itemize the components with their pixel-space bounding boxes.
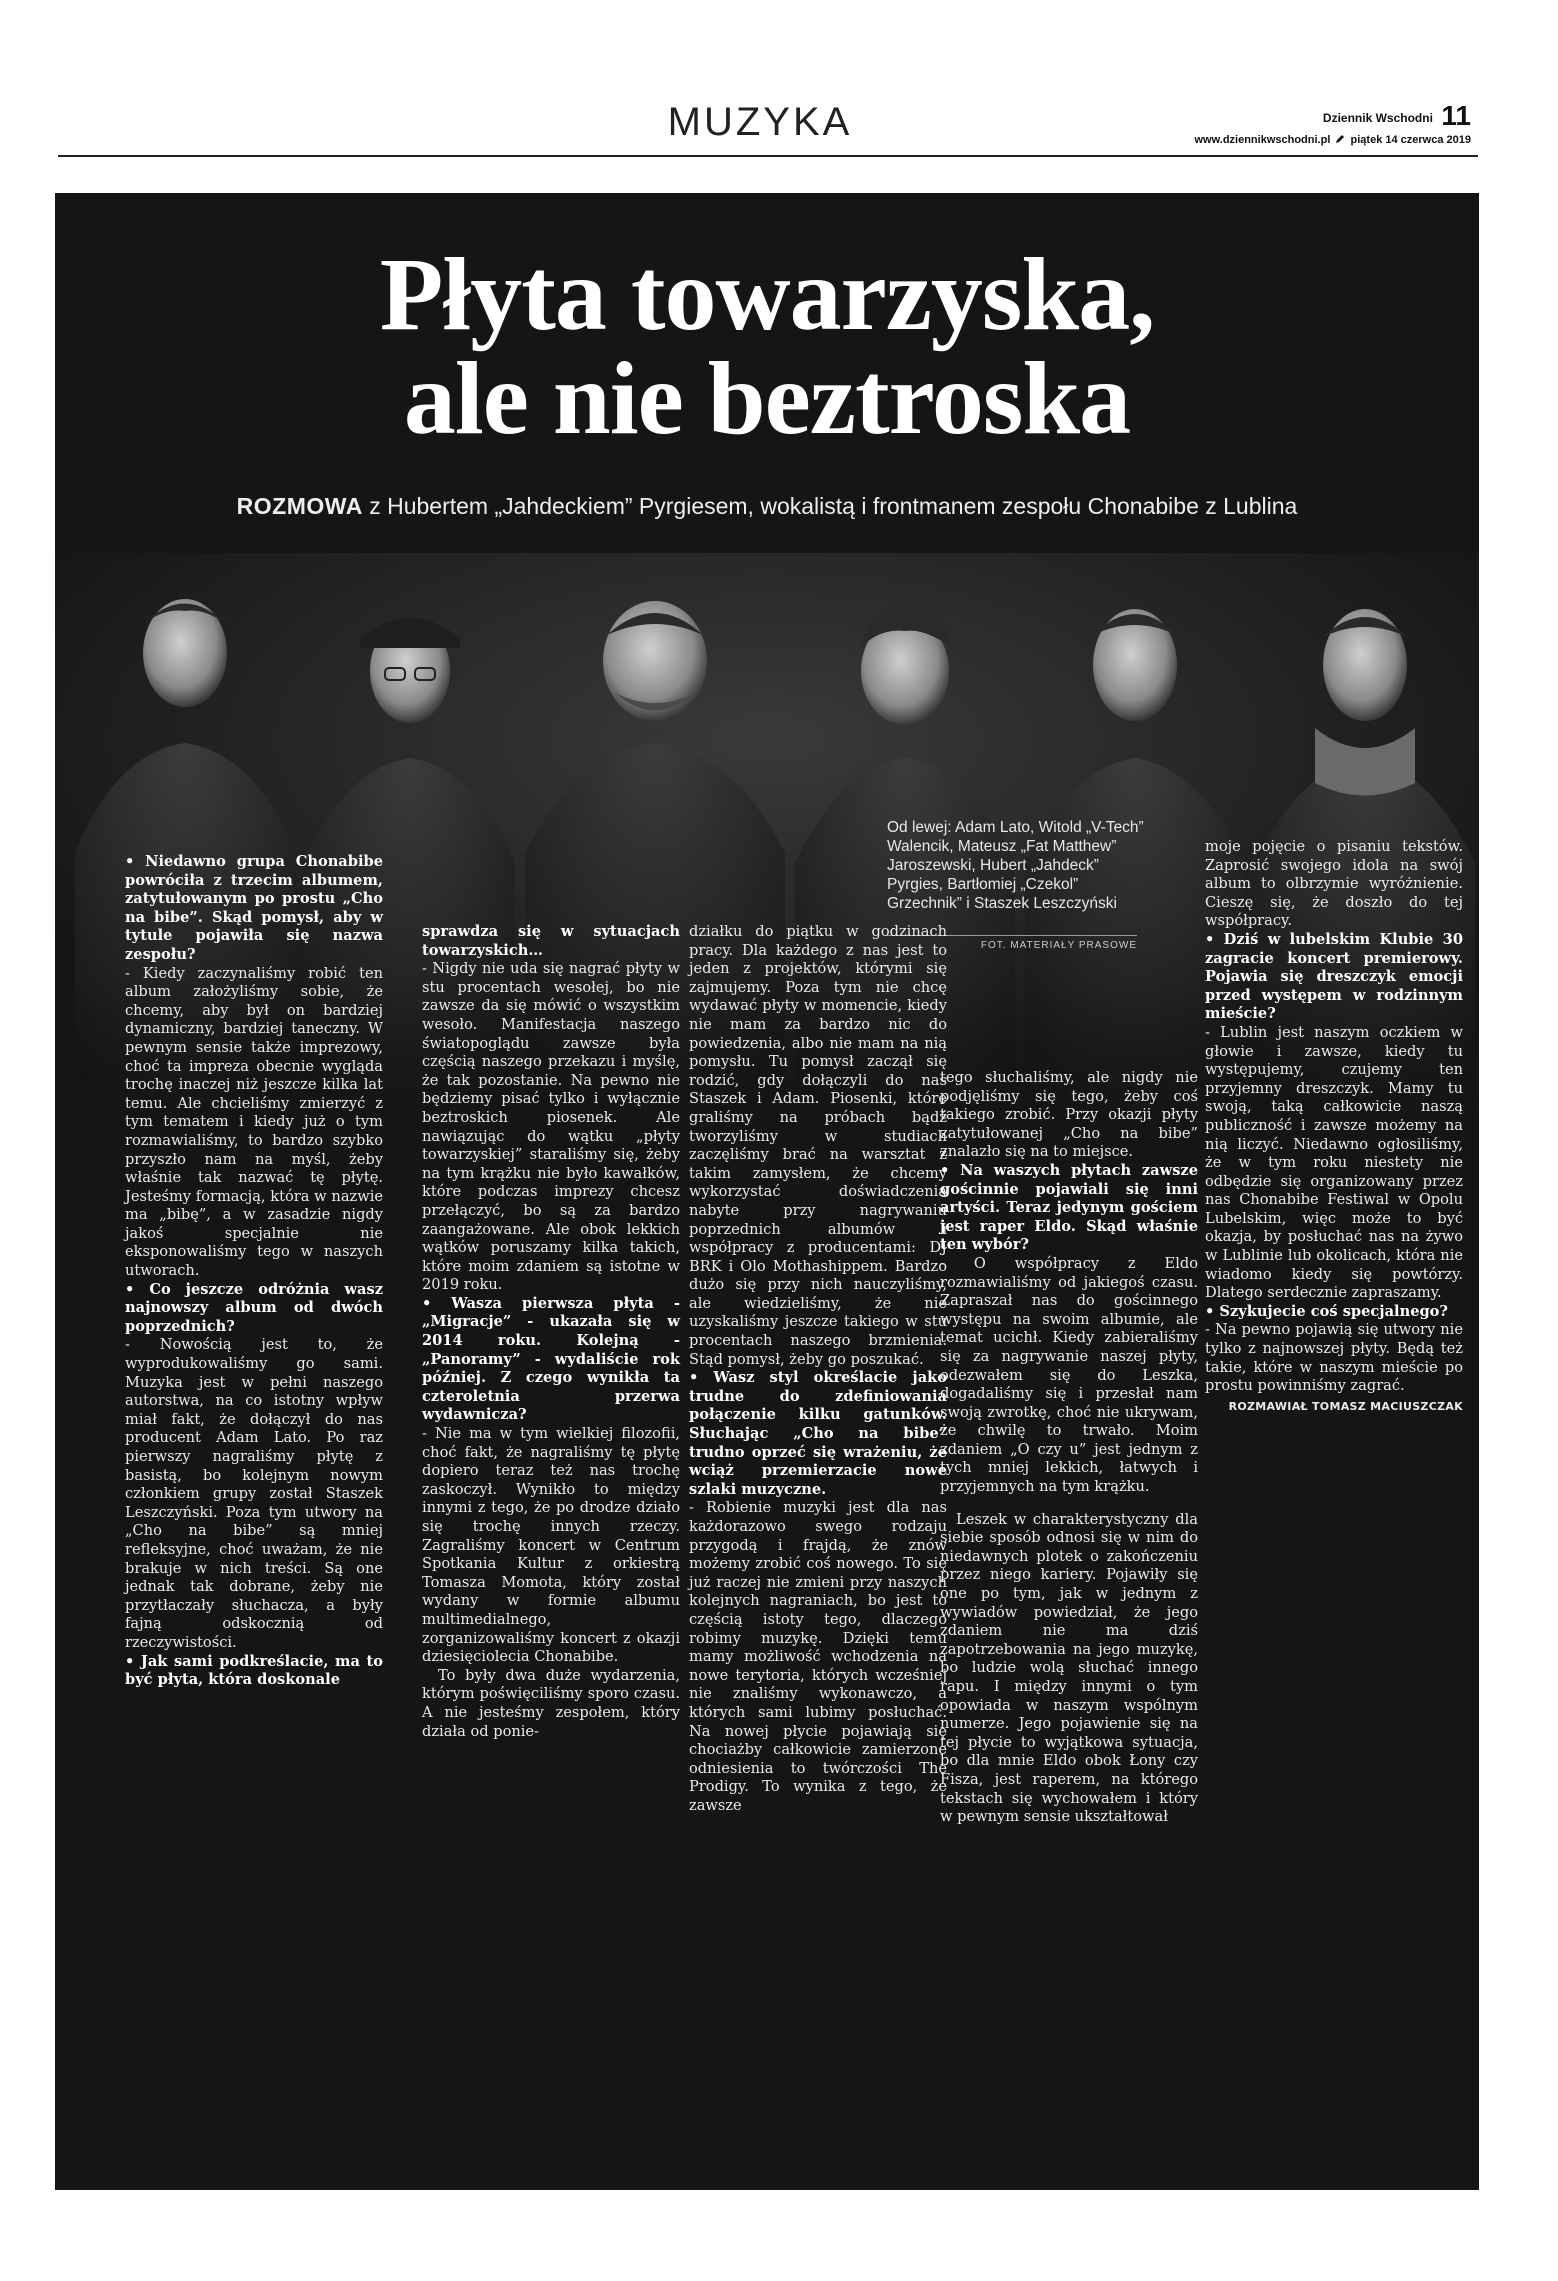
interview-question: • Na waszych płytach zawsze gościnnie pojawiali się inni artyści. Teraz jedynym gościem jest raper Eldo. Skąd właśnie ten wybór? <box>940 1161 1198 1254</box>
author-signature: ROZMAWIAŁ TOMASZ MACIUSZCZAK <box>1228 1399 1463 1413</box>
interview-question: • Dziś w lubelskim Klubie 30 zagracie koncert premierowy. Pojawia się dreszczyk emocji przed występem w rodzinnym mieście? <box>1205 930 1463 1023</box>
interview-answer: - Na pewno pojawią się utwory nie tylko z najnowszej płyty. Będą też takie, które w naszym mieście po prostu powinniśmy zagrać. <box>1205 1321 1463 1395</box>
interview-answer: - Lublin jest naszym oczkiem w głowie i zawsze, kiedy tu występujemy, czujemy ten przyjemny dreszczyk. Mamy tu swoją, taką całkowicie naszą publiczność i zawsze możemy na nią liczyć. Niedawno ogłosiliśmy, że w tym roku niestety nie odbędzie się organizowany przez nas Chonabibe Festiwal w Opolu Lubelskim, więc może to być okazja, by posłuchać nas na żywo w Lublinie lub okolicach, która nie wiadomo kiedy się powtórzy. Dlatego serdecznie zapraszamy. <box>1205 1023 1463 1302</box>
interview-answer: - Robienie muzyki jest dla nas każdorazowo swego rodzaju przygodą i frajdą, że znów możemy zrobić coś nowego. To się już raczej nie zmieni przy naszych kolejnych nagraniach, bo jest to częścią istoty tego, dlaczego robimy muzykę. Dzięki temu mamy możliwość wchodzenia na nowe terytoria, których wcześniej nie znaliśmy wykonawczo, a których sami lubimy posłuchać. Na nowej płycie pojawiają się chociażby całkowicie zamierzone odniesienia to twórczości The Prodigy. To wynika z tego, że zawsze <box>689 1499 947 1814</box>
interview-question: • Niedawno grupa Chonabibe powróciła z trzecim albumem, zatytułowanym po prostu „Cho na bibe”. Skąd pomysł, aby w tytule pojawiła się nazwa zespołu? <box>125 853 383 963</box>
publication-info <box>1195 134 1472 146</box>
deck-text: z Hubertem „Jahdeckiem” Pyrgiesem, wokalistą i frontmanem zespołu Chonabibe z Lublina <box>362 493 1298 519</box>
interview-answer: - Nie ma w tym wielkiej filozofii, choć fakt, że nagraliśmy tę płytę dopiero teraz też nas trochę zaskoczył. Wynikło to między innymi z tego, że po drodze działo się trochę innych rzeczy. Zagraliśmy koncert w Centrum Spotkania Kultur z orkiestrą Tomasza Momota, który został wydany w formie albumu multimedialnego, zorganizowaliśmy koncert z okazji dziesięciolecia Chonabibe. <box>422 1425 680 1666</box>
interview-answer: Leszek w charakterystyczny dla siebie sposób odnosi się w nim do niedawnych plotek o zakończeniu przez niego kariery. Pojawiły się one po tym, jak w jednym z wywiadów powiedział, że jego zdaniem nie ma dziś zapotrzebowania na jego muzykę, bo ludzie wolą słuchać innego rapu. I między innymi o tym opowiada w naszym wspólnym numerze. Jego pojawienie się na tej płycie to wyjątkowa sytuacja, bo dla mnie Eldo obok Łony czy Fisza, jest raperem, na którego tekstach się wychowałem i który w pewnym sensie ukształtował <box>940 1510 1198 1826</box>
deck <box>55 493 1479 520</box>
website-link[interactable]: www.dziennikwschodni.pl <box>1194 134 1331 146</box>
interview-answer: - Kiedy zaczynaliśmy robić ten album założyliśmy sobie, że chcemy, aby był on bardziej dynamiczny, bardziej taneczny. W pewnym sensie także imprezowy, choć ta impreza obecnie wygląda trochę inaczej niż jeszcze kilka lat temu. Ale chcieliśmy zmierzyć z tym tematem i kiedy już o tym rozmawialiśmy, to bardzo szybko przyszło nam na myśl, żeby właśnie tak nazwać tę płytę. Jesteśmy formacją, która w nazwie ma „bibę”, a w zasadzie nigdy jakoś specjalnie nie eksponowaliśmy tego w naszych utworach. <box>125 964 383 1280</box>
interview-question: sprawdza się w sytuacjach towarzyskich… <box>422 923 680 959</box>
section-label: MUZYKA <box>667 100 853 144</box>
paper-name: Dziennik Wschodni <box>1322 111 1433 125</box>
article-column-3 <box>689 923 947 1816</box>
header-rule <box>58 155 1478 157</box>
headline-line-1: Płyta towarzyska, <box>379 237 1155 352</box>
article-column-2 <box>422 923 680 1741</box>
interview-question: • Wasza pierwsza płyta - „Migracje” - ukazała się w 2014 roku. Kolejną - „Panoramy” - wydaliście rok później. Z czego wynikła ta czteroletnia przerwa wydawnicza? <box>422 1294 680 1424</box>
interview-answer: - Nowością jest to, że wyprodukowaliśmy go sami. Muzyka jest w pełni naszego autorstwa, na co istotny wpływ miał fakt, że dołączył do nas producent Adam Lato. Po raz pierwszy nagraliśmy płytę z basistą, bo kolejnym nowym członkiem grupy został Staszek Leszczyński. Poza tym utwory na „Cho na bibe” są mniej refleksyjne, choć uważam, że nie brakuje w nich treści. Są one jednak tak dobrane, żeby nie przytłaczały słuchacza, a były fajną odskocznią od rzeczywistości. <box>125 1336 383 1651</box>
interview-answer: - Nigdy nie uda się nagrać płyty w stu procentach wesołej, bo nie zawsze da się mówić o wszystkim wesoło. Manifestacja naszego światopoglądu zawsze była częścią naszego przekazu i myślę, że tak pozostanie. Na pewno nie będziemy pisać tylko i wyłącznie beztroskich piosenek. Ale nawiązując do wątku „płyty towarzyskiej” staraliśmy się, żeby na tym krążku nie było kawałków, które podczas imprezy chcesz przełączyć, bo są za bardzo zaangażowane. Ale obok lekkich wątków poruszamy kilka takich, które moim zdaniem są istotne w 2019 roku. <box>422 960 680 1294</box>
interview-answer: - O współpracy z Eldo rozmawialiśmy od jakiegoś czasu. Zapraszał nas do gościnnego występu na swoim albumie, ale temat ucichł. Kiedy zabieraliśmy się za nagrywanie naszej płyty, odezwałem się do Leszka, dogadaliśmy się i przesłał nam swoją zwrotkę, choć nie ukrywam, że chwilę to trwało. Moim zdaniem „O czy u” jest jednym z tych mniej lekkich, łatwych i przyjemnych na tym krążku. <box>940 1254 1198 1496</box>
page-number: 11 <box>1441 100 1471 131</box>
article-column-1 <box>125 853 383 1690</box>
headline-line-2: ale nie beztroska <box>403 341 1131 456</box>
pen-icon <box>1335 134 1345 144</box>
interview-answer: To były dwa duże wydarzenia, którym poświęciliśmy sporo czasu. A nie jesteśmy zespołem, który działa od ponie- <box>422 1666 680 1740</box>
interview-question: • Wasz styl określacie jako trudne do zdefiniowania połączenie kilku gatunków. Słuchając „Cho na bibe” trudno oprzeć się wrażeniu, że wciąż przemierzacie nowe szlaki muzyczne. <box>689 1369 947 1498</box>
interview-answer: działku do piątku w godzinach pracy. Dla każdego z nas jest to jeden z projektów, którymi się zajmujemy. Poza tym nie chcę wydawać płyty w momencie, kiedy nie mam za bardzo nic do powiedzenia, albo nie mam na nią pomysłu. Tu pomysł zaczął się rodzić, gdy dołączyli do nas Staszek i Adam. Piosenki, które graliśmy na próbach bądź tworzyliśmy w studiach zaczęliśmy brać na warsztat z takim zamysłem, że chcemy wykorzystać doświadczenia nabyte przy nagrywaniu poprzednich albumów i współpracy z producentami: DJ BRK i Olo Mothashippem. Bardzo dużo się przy nich nauczyliśmy, ale wiedzieliśmy, że nie uzyskaliśmy jeszcze takiego w stu procentach naszego brzmienia. Stąd pomysł, żeby go poszukać. <box>689 923 947 1368</box>
interview-answer: tego słuchaliśmy, ale nigdy nie podjęliśmy się tego, żeby coś takiego zrobić. Przy okazji płyty zatytułowanej „Cho na bibe” znalazło się na to miejsce. <box>940 1069 1198 1161</box>
masthead <box>1195 100 1472 146</box>
interview-answer: moje pojęcie o pisaniu tekstów. Zaprosić swojego idola na swój album to olbrzymie wyróżnienie. Cieszę się, że doszło do tej współpracy. <box>1205 838 1463 930</box>
issue-date: piątek 14 czerwca 2019 <box>1350 134 1471 146</box>
interview-question: • Szykujecie coś specjalnego? <box>1205 1302 1448 1320</box>
interview-question: • Co jeszcze odróżnia wasz najnowszy album od dwóch poprzednich? <box>125 1280 383 1335</box>
photo-caption: Od lewej: Adam Lato, Witold „V-Tech” Walencik, Mateusz „Fat Matthew” Jaroszewski, Hubert „Jahdeck” Pyrgies, Bartłomiej „Czekol” Grzechnik” i Staszek Leszczyński <box>887 819 1144 912</box>
deck-label: ROZMOWA <box>236 493 363 519</box>
article-column-4 <box>940 1069 1198 1827</box>
feature-panel <box>55 193 1479 2190</box>
article-column-5 <box>1205 838 1463 1416</box>
headline <box>55 237 1479 456</box>
photo-credit: FOT. MATERIAŁY PRASOWE <box>980 940 1137 951</box>
interview-question: • Jak sami podkreślacie, ma to być płyta, która doskonale <box>125 1652 383 1689</box>
